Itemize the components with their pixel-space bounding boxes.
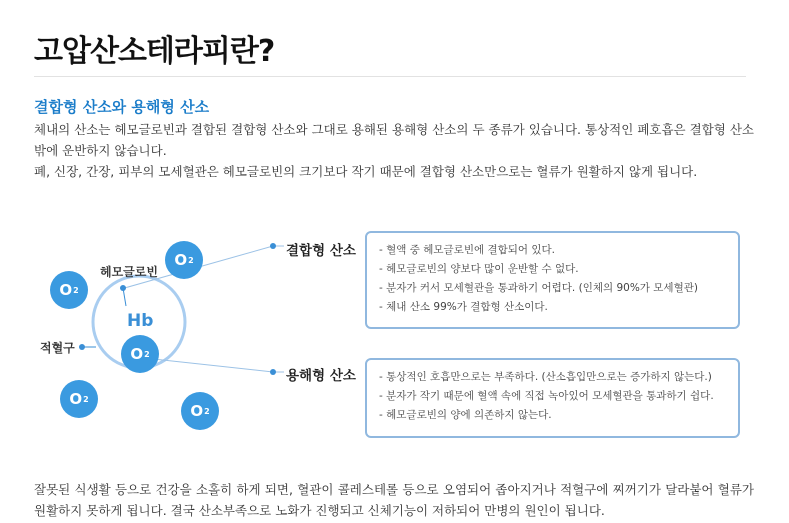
bound-oxygen-label: 결합형 산소 xyxy=(286,243,356,259)
page-title: 고압산소테라피란? xyxy=(34,34,275,69)
o2-molecule-icon: O 2 xyxy=(60,380,98,418)
intro-text xyxy=(34,119,754,182)
dissolved-oxygen-item: - 헤모글로빈의 양에 의존하지 않는다. xyxy=(379,406,726,425)
hemoglobin-label: 헤모글로빈 xyxy=(100,265,158,279)
dissolved-oxygen-item: - 분자가 작기 때문에 혈액 속에 직접 녹아있어 모세혈관을 통과하기 쉽다. xyxy=(379,387,726,406)
bound-oxygen-box xyxy=(365,231,740,329)
intro-line-1: 체내의 산소는 헤모글로빈과 결합된 결합형 산소와 그대로 용해된 용해형 산소의 두 종류가 있습니다. 통상적인 폐호흡은 결합형 산소 밖에 운반하지 않습니다. xyxy=(34,122,754,158)
intro-line-2: 폐, 신장, 간장, 피부의 모세혈관은 헤모글로빈의 크기보다 작기 때문에 결합형 산소만으로는 혈류가 원활하지 않게 됩니다. xyxy=(34,164,698,179)
o2-bound-hb-icon: O 2 xyxy=(121,335,159,373)
section-subtitle: 결합형 산소와 용해형 산소 xyxy=(34,98,210,116)
dissolved-oxygen-label: 용해형 산소 xyxy=(286,368,356,384)
hb-label: Hb xyxy=(127,311,154,331)
bound-oxygen-item: - 분자가 커서 모세혈관을 통과하기 어렵다. (인체의 90%가 모세혈관) xyxy=(379,279,726,298)
bound-oxygen-item: - 체내 산소 99%가 결합형 산소이다. xyxy=(379,298,726,317)
o2-molecule-icon: O 2 xyxy=(165,241,203,279)
oxygen-diagram xyxy=(34,222,754,452)
dissolved-oxygen-item: - 통상적인 호흡만으로는 부족하다. (산소흡입만으로는 증가하지 않는다.) xyxy=(379,368,726,387)
o2-molecule-icon: O 2 xyxy=(50,271,88,309)
bound-oxygen-item: - 혈액 중 헤모글로빈에 결합되어 있다. xyxy=(379,241,726,260)
dissolved-oxygen-box xyxy=(365,358,740,438)
bound-oxygen-item: - 헤모글로빈의 양보다 많이 운반할 수 없다. xyxy=(379,260,726,279)
red-blood-cell-label: 적혈구 xyxy=(40,341,75,355)
conclusion-text: 잘못된 식생활 등으로 건강을 소홀히 하게 되면, 혈관이 콜레스테롤 등으로 오염되어 좁아지거나 적혈구에 찌꺼기가 달라붙어 혈류가 원활하지 못하게 됩니다. 결국 산소부족으로 노화가 진행되고 신체기능이 저하되어 만병의 원인이 됩니다. xyxy=(34,482,754,518)
title-divider xyxy=(34,76,746,77)
o2-molecule-icon: O 2 xyxy=(181,392,219,430)
